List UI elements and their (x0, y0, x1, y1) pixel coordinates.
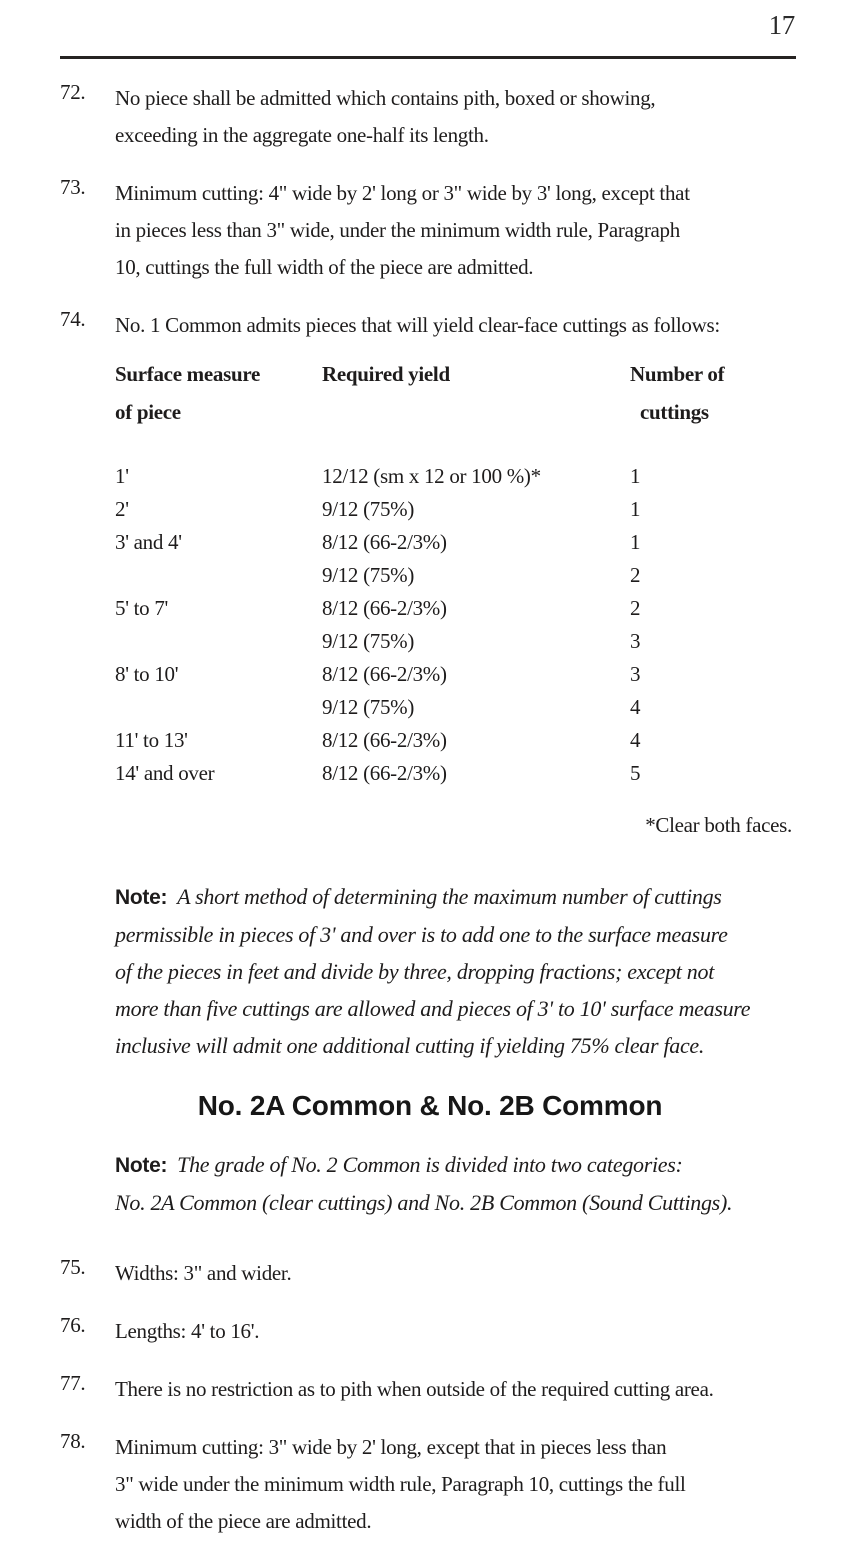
paragraph-line: Widths: 3" and wider. (115, 1261, 292, 1285)
table-header-of-piece: of piece (115, 400, 181, 424)
page-number: 17 (768, 10, 795, 40)
table-header-number-of: Number of (630, 362, 725, 386)
item-number: 74. (60, 307, 86, 331)
table-row (60, 629, 800, 662)
lower-items (60, 1255, 800, 1540)
paragraph-73 (60, 175, 800, 286)
paragraph-line: No piece shall be admitted which contains pith, boxed or showing, (115, 86, 656, 110)
item-text (115, 1255, 800, 1292)
cell-required-yield: 8/12 (66-2/3%) (322, 530, 447, 554)
paragraph-line: 3" wide under the minimum width rule, Paragraph 10, cuttings the full (115, 1472, 686, 1496)
cell-surface-measure: 8' to 10' (115, 662, 179, 686)
note-label: Note: (115, 886, 168, 909)
table-row (60, 497, 800, 530)
item-text (115, 175, 800, 286)
table-row (60, 563, 800, 596)
note-grade-categories (115, 1146, 800, 1221)
cell-surface-measure: 1' (115, 464, 129, 488)
item-number: 75. (60, 1255, 86, 1279)
item-text (115, 1429, 800, 1540)
paragraph-line: Lengths: 4' to 16'. (115, 1319, 260, 1343)
cell-surface-measure: 3' and 4' (115, 530, 182, 554)
item-text (115, 1371, 800, 1408)
cell-required-yield: 9/12 (75%) (322, 695, 415, 719)
cell-number-cuttings: 3 (630, 629, 641, 653)
table-header-cuttings: cuttings (640, 400, 709, 424)
paragraph-line: width of the piece are admitted. (115, 1509, 372, 1533)
paragraph-line: Minimum cutting: 4" wide by 2' long or 3" wide by 3' long, except that (115, 181, 690, 205)
note-line: inclusive will admit one additional cutting if yielding 75% clear face. (115, 1033, 705, 1058)
section-heading: No. 2A Common & No. 2B Common (197, 1090, 663, 1121)
item-text (115, 1313, 800, 1350)
note-line (115, 1146, 800, 1184)
cell-surface-measure: 2' (115, 497, 129, 521)
cell-surface-measure: 14' and over (115, 761, 215, 785)
cell-number-cuttings: 1 (630, 497, 641, 521)
cell-required-yield: 8/12 (66-2/3%) (322, 728, 447, 752)
cell-number-cuttings: 2 (630, 563, 641, 587)
header-rule (60, 56, 796, 59)
paragraph-76 (60, 1313, 800, 1350)
paragraph-75 (60, 1255, 800, 1292)
table-row (60, 530, 800, 563)
paragraph-line: There is no restriction as to pith when outside of the required cutting area. (115, 1377, 714, 1401)
paragraph-77 (60, 1371, 800, 1408)
table-header-surface-measure: Surface measure (115, 362, 260, 386)
item-number: 78. (60, 1429, 86, 1453)
cell-number-cuttings: 4 (630, 695, 641, 719)
note-text: A short method of determining the maximum number of cuttings (177, 884, 722, 909)
page-content (60, 80, 800, 1561)
table-row (60, 761, 800, 794)
cell-required-yield: 9/12 (75%) (322, 497, 415, 521)
cell-number-cuttings: 5 (630, 761, 641, 785)
paragraph-line: exceeding in the aggregate one-half its length. (115, 123, 489, 147)
cell-number-cuttings: 1 (630, 530, 641, 554)
cell-required-yield: 8/12 (66-2/3%) (322, 596, 447, 620)
paragraph-72 (60, 80, 800, 154)
note-line (115, 878, 800, 916)
item-number: 77. (60, 1371, 86, 1395)
cell-number-cuttings: 2 (630, 596, 641, 620)
yield-table (60, 362, 800, 794)
item-text (115, 307, 800, 344)
note-line: permissible in pieces of 3' and over is to add one to the surface measure (115, 922, 728, 947)
table-header-row (60, 400, 800, 438)
table-row (60, 464, 800, 497)
cell-required-yield: 8/12 (66-2/3%) (322, 761, 447, 785)
note-line: of the pieces in feet and divide by three, dropping fractions; except not (115, 959, 715, 984)
paragraph-78 (60, 1429, 800, 1540)
paragraph-line: 10, cuttings the full width of the piece are admitted. (115, 255, 534, 279)
note-line: No. 2A Common (clear cuttings) and No. 2B Common (Sound Cuttings). (115, 1190, 733, 1215)
cell-required-yield: 9/12 (75%) (322, 629, 415, 653)
item-number: 76. (60, 1313, 86, 1337)
cell-number-cuttings: 4 (630, 728, 641, 752)
note-label: Note: (115, 1154, 168, 1177)
table-header-row (60, 362, 800, 400)
cell-required-yield: 9/12 (75%) (322, 563, 415, 587)
cell-surface-measure: 11' to 13' (115, 728, 188, 752)
cell-required-yield: 12/12 (sm x 12 or 100 %)* (322, 464, 541, 488)
cell-required-yield: 8/12 (66-2/3%) (322, 662, 447, 686)
item-number: 72. (60, 80, 86, 104)
cell-surface-measure: 5' to 7' (115, 596, 169, 620)
table-row (60, 596, 800, 629)
item-number: 73. (60, 175, 86, 199)
table-footnote: *Clear both faces. (645, 813, 792, 837)
cell-number-cuttings: 3 (630, 662, 641, 686)
paragraph-line: No. 1 Common admits pieces that will yield clear-face cuttings as follows: (115, 313, 720, 337)
paragraph-74 (60, 307, 800, 344)
item-text (115, 80, 800, 154)
paragraph-line: in pieces less than 3" wide, under the minimum width rule, Paragraph (115, 218, 680, 242)
table-row (60, 695, 800, 728)
table-header-required-yield: Required yield (322, 362, 450, 386)
note-text: The grade of No. 2 Common is divided into two categories: (177, 1152, 683, 1177)
note-line: more than five cuttings are allowed and pieces of 3' to 10' surface measure (115, 996, 751, 1021)
table-row (60, 662, 800, 695)
note-max-cuttings (115, 878, 800, 1064)
table-row (60, 728, 800, 761)
table-header-gap (60, 438, 800, 464)
cell-number-cuttings: 1 (630, 464, 641, 488)
paragraph-line: Minimum cutting: 3" wide by 2' long, except that in pieces less than (115, 1435, 667, 1459)
